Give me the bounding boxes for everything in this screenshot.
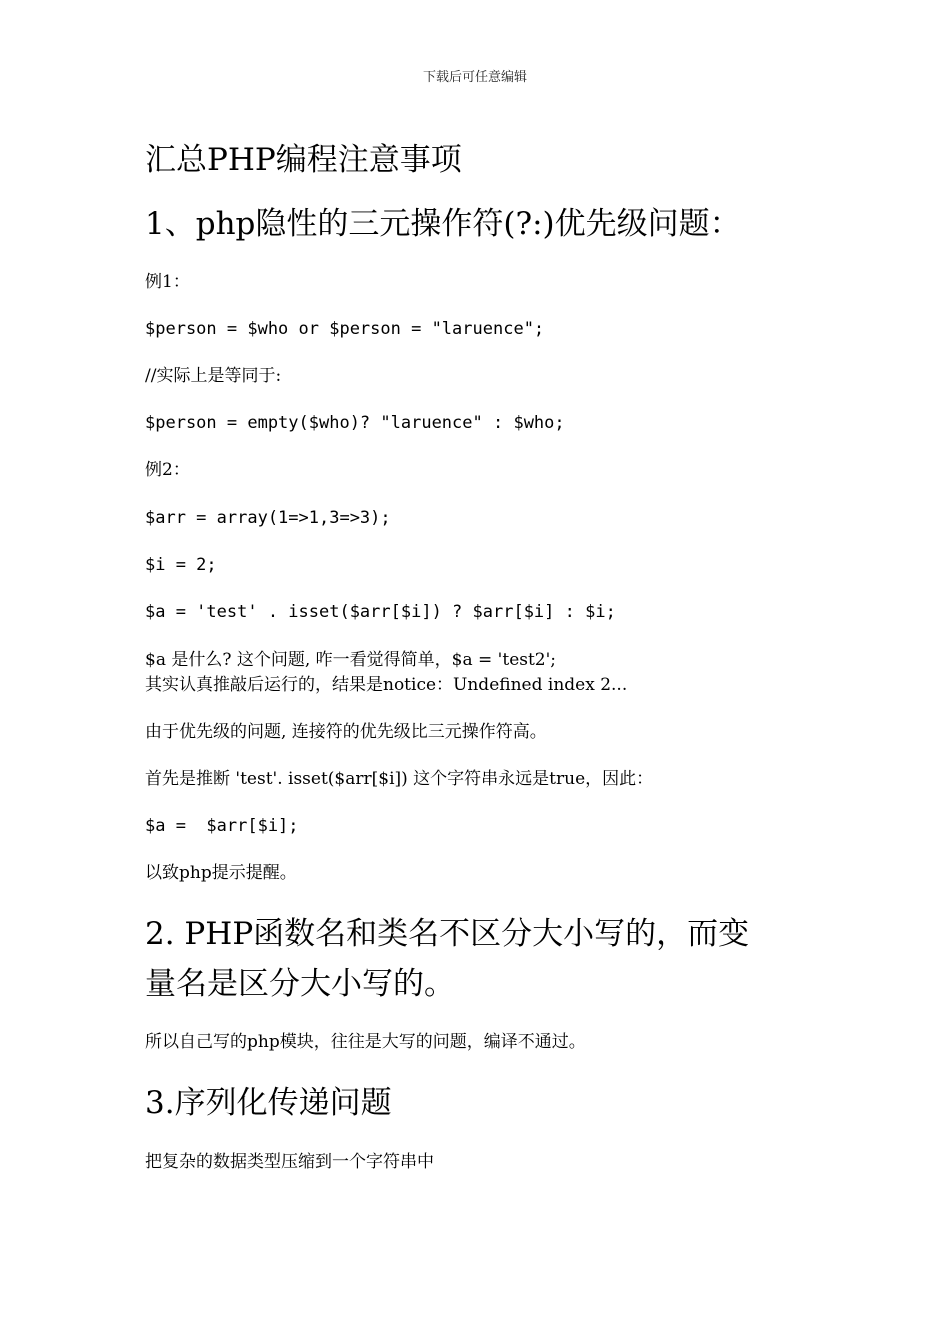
- section2-body: 所以自己写的php模块，往往是大写的问题，编译不通过。: [145, 1032, 586, 1052]
- example1-equivalent-code: $person = empty($who)? "laruence" : $who;: [145, 413, 565, 433]
- result-code: $a = $arr[$i];: [145, 816, 299, 836]
- evaluation-explanation: 首先是推断 'test'. isset($arr[$i]) 这个字符串永远是true，因此：: [145, 769, 654, 789]
- example1-label: 例1：: [145, 272, 190, 292]
- precedence-reason: 由于优先级的问题, 连接符的优先级比三元操作符高。: [145, 722, 547, 742]
- example1-comment: //实际上是等同于:: [145, 366, 282, 386]
- page-header-note: 下载后可任意编辑: [422, 70, 527, 85]
- example2-code-array: $arr = array(1=>1,3=>3);: [145, 508, 391, 528]
- section1-heading: 1、php隐性的三元操作符(?:)优先级问题：: [145, 206, 741, 242]
- section2-heading-line2: 量名是区分大小写的。: [145, 966, 455, 1002]
- example2-label: 例2：: [145, 460, 190, 480]
- document-title: 汇总PHP编程注意事项: [145, 142, 462, 178]
- example2-code-ternary: $a = 'test' . isset($arr[$i]) ? $arr[$i] : $i;: [145, 602, 616, 622]
- example2-code-index: $i = 2;: [145, 555, 217, 575]
- example1-code-line: $person = $who or $person = "laruence";: [145, 319, 545, 339]
- section2-heading-line1: 2. PHP函数名和类名不区分大小写的，而变: [145, 916, 750, 952]
- section3-heading: 3.序列化传递问题: [145, 1085, 392, 1121]
- conclusion-text: 以致php提示提醒。: [145, 863, 297, 883]
- question-line: $a 是什么? 这个问题, 咋一看觉得简单，$a = 'test2';: [145, 650, 557, 670]
- section3-body: 把复杂的数据类型压缩到一个字符串中: [145, 1152, 434, 1172]
- answer-line: 其实认真推敲后运行的，结果是notice：Undefined index 2...: [145, 675, 628, 695]
